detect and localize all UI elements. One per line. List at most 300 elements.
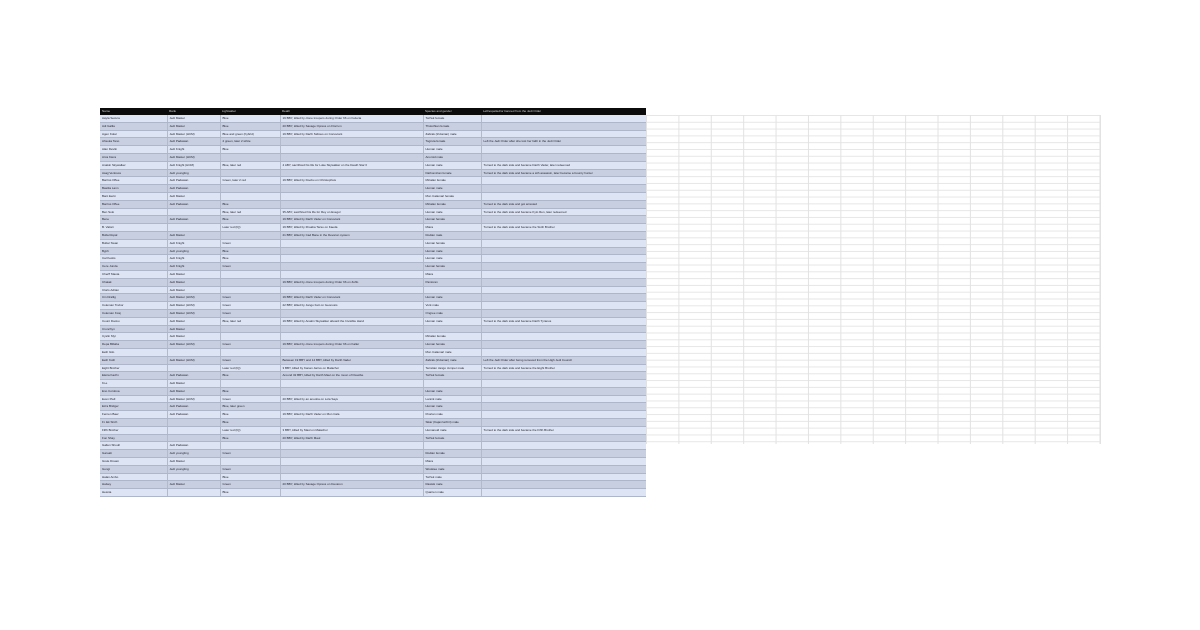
cell-lightsaber[interactable]: Blue, later green — [220, 403, 280, 411]
cell-name[interactable]: Adi Gallia — [100, 122, 167, 130]
cell-species-gender[interactable]: Ithorian male — [423, 411, 481, 419]
cell-lightsaber[interactable] — [220, 153, 280, 161]
cell-rank[interactable]: Jedi Master — [167, 270, 220, 278]
cell-death[interactable]: 19 BBY, killed by clone troopers during Order 66 on Zoffo — [280, 278, 423, 286]
cell-death[interactable] — [280, 403, 423, 411]
cell-name[interactable]: Chatak — [100, 278, 167, 286]
cell-death[interactable] — [280, 387, 423, 395]
cell-rank[interactable]: Jedi Master — [167, 481, 220, 489]
cell-name[interactable]: Aayla Secura — [100, 115, 167, 122]
cell-name[interactable]: Ki-e — [100, 380, 167, 388]
cell-rank[interactable]: Jedi Master — [167, 333, 220, 341]
cell-rank[interactable]: Jedi Padawan — [167, 403, 220, 411]
cell-death[interactable]: Around 32 BBY, killed by Darth Maul on the moon of Dxaxibe — [280, 372, 423, 380]
cell-species-gender[interactable]: Quarren male — [423, 489, 481, 497]
cell-species-gender[interactable]: Human male — [423, 403, 481, 411]
cell-species-gender[interactable]: Anomid male — [423, 153, 481, 161]
column-header-name[interactable]: Name — [102, 109, 111, 113]
cell-name[interactable]: Crunchyn — [100, 325, 167, 333]
cell-death[interactable] — [280, 185, 423, 193]
cell-lightsaber[interactable]: Blue and green (hybrid) — [220, 130, 280, 138]
cell-rank[interactable]: Jedi Master — [167, 286, 220, 294]
cell-lightsaber[interactable] — [220, 348, 280, 356]
cell-lightsaber[interactable]: Blue — [220, 489, 280, 497]
cell-left-order[interactable] — [481, 278, 646, 286]
cell-left-order[interactable] — [481, 380, 646, 388]
cell-name[interactable]: Cloris Adrian — [100, 286, 167, 294]
cell-lightsaber[interactable]: Green — [220, 263, 280, 271]
cell-species-gender[interactable]: Terrelian Jango Jumper male — [423, 364, 481, 372]
cell-name[interactable]: Bene — [100, 216, 167, 224]
cell-left-order[interactable] — [481, 387, 646, 395]
cell-death[interactable] — [280, 333, 423, 341]
cell-rank[interactable]: Jedi Knight — [167, 239, 220, 247]
cell-name[interactable]: Gallen Shoull — [100, 442, 167, 450]
cell-species-gender[interactable]: Human male — [423, 317, 481, 325]
cell-name[interactable]: Fon Shay — [100, 434, 167, 442]
cell-rank[interactable]: Jedi Padawan — [167, 185, 220, 193]
cell-left-order[interactable] — [481, 411, 646, 419]
cell-left-order[interactable] — [481, 489, 646, 497]
cell-name[interactable]: Garoab — [100, 450, 167, 458]
cell-species-gender[interactable]: Human female — [423, 341, 481, 349]
cell-species-gender[interactable]: Human male — [423, 247, 481, 255]
cell-left-order[interactable] — [481, 153, 646, 161]
cell-name[interactable]: Asajj Ventress — [100, 169, 167, 177]
cell-species-gender[interactable]: Mirialan female — [423, 200, 481, 208]
cell-species-gender[interactable]: Sikar (Kajan'sa'Kiri) male — [423, 419, 481, 427]
cell-lightsaber[interactable]: Later red (IQ) — [220, 426, 280, 434]
cell-name[interactable]: Ezra Bridger — [100, 403, 167, 411]
cell-rank[interactable]: Jedi Padawan — [167, 138, 220, 146]
cell-name[interactable]: Eight Brother — [100, 364, 167, 372]
cell-name[interactable]: Byph — [100, 247, 167, 255]
cell-name[interactable]: Eeth Gilo — [100, 348, 167, 356]
cell-left-order[interactable] — [481, 309, 646, 317]
cell-left-order[interactable] — [481, 450, 646, 458]
cell-death[interactable]: 3 BBY, killed by Maul on Malachor — [280, 426, 423, 434]
column-header-rank[interactable]: Rank — [169, 109, 177, 113]
cell-rank[interactable] — [167, 426, 220, 434]
cell-lightsaber[interactable]: Blue — [220, 434, 280, 442]
cell-lightsaber[interactable]: Green — [220, 450, 280, 458]
cell-lightsaber[interactable]: Blue, later red — [220, 317, 280, 325]
cell-rank[interactable]: Jedi youngling — [167, 450, 220, 458]
cell-name[interactable]: Eleira Kadi'n — [100, 372, 167, 380]
cell-lightsaber[interactable]: Green — [220, 294, 280, 302]
cell-lightsaber[interactable] — [220, 278, 280, 286]
cell-species-gender[interactable] — [423, 286, 481, 294]
cell-species-gender[interactable]: Lannik male — [423, 395, 481, 403]
cell-death[interactable]: 19 BBY, killed by Anakin Skywalker aboard the Invisible Hand — [280, 317, 423, 325]
cell-rank[interactable]: Jedi Knight — [167, 146, 220, 154]
cell-name[interactable]: Arca Kiera — [100, 153, 167, 161]
cell-species-gender[interactable]: Twi'lek male — [423, 473, 481, 481]
cell-left-order[interactable] — [481, 263, 646, 271]
cell-left-order[interactable] — [481, 122, 646, 130]
cell-name[interactable]: Fenren Baer — [100, 411, 167, 419]
cell-rank[interactable]: Jedi youngling — [167, 169, 220, 177]
cell-death[interactable] — [280, 348, 423, 356]
cell-left-order[interactable] — [481, 458, 646, 466]
cell-lightsaber[interactable]: Blue — [220, 122, 280, 130]
cell-left-order[interactable] — [481, 177, 646, 185]
cell-name[interactable]: Grele Dream — [100, 458, 167, 466]
cell-death[interactable]: 22 BBY, killed by Jango Fett on Geonosis — [280, 302, 423, 310]
cell-species-gender[interactable]: Zabrak (Iridonian) male — [423, 130, 481, 138]
cell-death[interactable] — [280, 192, 423, 200]
cell-left-order[interactable] — [481, 481, 646, 489]
cell-rank[interactable]: Jedi Padawan — [167, 200, 220, 208]
cell-lightsaber[interactable]: Green — [220, 465, 280, 473]
cell-name[interactable]: Ben Solo — [100, 208, 167, 216]
cell-lightsaber[interactable] — [220, 169, 280, 177]
cell-lightsaber[interactable]: Later red (IQ) — [220, 364, 280, 372]
cell-left-order[interactable] — [481, 231, 646, 239]
cell-lightsaber[interactable]: Green — [220, 481, 280, 489]
cell-death[interactable] — [280, 146, 423, 154]
cell-left-order[interactable]: Turned to the dark side and became a sith assassin, later became a bounty hunter — [481, 169, 646, 177]
cell-rank[interactable] — [167, 419, 220, 427]
cell-name[interactable]: Coleman Trebor — [100, 302, 167, 310]
column-header-lightsaber[interactable]: Lightsaber — [222, 109, 237, 113]
cell-death[interactable]: 20 BBY, killed by Savage Opress on Devaron — [280, 481, 423, 489]
cell-species-gender[interactable]: Human female — [423, 239, 481, 247]
empty-cell-grid[interactable] — [646, 115, 1101, 444]
cell-left-order[interactable] — [481, 239, 646, 247]
cell-left-order[interactable] — [481, 325, 646, 333]
cell-name[interactable]: Cal Kestis — [100, 255, 167, 263]
cell-lightsaber[interactable]: Green — [220, 356, 280, 364]
cell-species-gender[interactable]: Human male — [423, 208, 481, 216]
cell-death[interactable]: 4 ABY, sacrificed his life for Luke Skywalker on the Death Star II — [280, 161, 423, 169]
cell-species-gender[interactable]: Human female — [423, 216, 481, 224]
cell-name[interactable]: Bolla Ropal — [100, 231, 167, 239]
cell-rank[interactable]: Jedi Knight — [167, 255, 220, 263]
cell-rank[interactable]: Jedi Padawan — [167, 177, 220, 185]
cell-species-gender[interactable]: Togruta female — [423, 138, 481, 146]
cell-left-order[interactable] — [481, 192, 646, 200]
cell-death[interactable] — [280, 309, 423, 317]
cell-death[interactable]: 19 BBY, killed by Darth Vader on Mon Cala — [280, 411, 423, 419]
cell-species-gender[interactable]: Mirialan female — [423, 177, 481, 185]
cell-species-gender[interactable]: Twi'lek female — [423, 434, 481, 442]
cell-lightsaber[interactable]: Blue — [220, 216, 280, 224]
cell-left-order[interactable] — [481, 403, 646, 411]
cell-left-order[interactable] — [481, 442, 646, 450]
cell-death[interactable] — [280, 442, 423, 450]
cell-rank[interactable]: Jedi Padawan — [167, 442, 220, 450]
cell-species-gender[interactable]: Twi'lek female — [423, 115, 481, 122]
cell-left-order[interactable] — [481, 465, 646, 473]
cell-rank[interactable]: Jedi Master — [167, 380, 220, 388]
cell-name[interactable]: Barriss Offee — [100, 200, 167, 208]
cell-species-gender[interactable]: Humanoid male — [423, 426, 481, 434]
cell-left-order[interactable] — [481, 419, 646, 427]
cell-left-order[interactable]: Left the Jedi Order after being removed from the High Jedi Council — [481, 356, 646, 364]
cell-rank[interactable]: Jedi Master (HCM) — [167, 153, 220, 161]
cell-name[interactable]: Hesnia — [100, 489, 167, 497]
cell-lightsaber[interactable]: Blue — [220, 115, 280, 122]
cell-left-order[interactable] — [481, 333, 646, 341]
cell-rank[interactable] — [167, 489, 220, 497]
cell-name[interactable]: Eno Cordova — [100, 387, 167, 395]
cell-species-gender[interactable]: Miara — [423, 224, 481, 232]
cell-name[interactable]: Bultar Swan — [100, 239, 167, 247]
cell-name[interactable]: Ahsoka Tano — [100, 138, 167, 146]
cell-lightsaber[interactable]: Blue — [220, 372, 280, 380]
cell-name[interactable]: Bant Eerin — [100, 192, 167, 200]
cell-lightsaber[interactable]: Blue — [220, 255, 280, 263]
cell-rank[interactable] — [167, 224, 220, 232]
cell-left-order[interactable]: Turned to the dark side and became the Sixth Brother — [481, 224, 646, 232]
cell-left-order[interactable] — [481, 146, 646, 154]
cell-lightsaber[interactable]: Blue — [220, 146, 280, 154]
cell-left-order[interactable] — [481, 395, 646, 403]
cell-rank[interactable]: Jedi Master — [167, 325, 220, 333]
cell-death[interactable] — [280, 138, 423, 146]
cell-left-order[interactable] — [481, 294, 646, 302]
cell-left-order[interactable] — [481, 185, 646, 193]
cell-rank[interactable] — [167, 434, 220, 442]
cell-lightsaber[interactable]: Blue — [220, 419, 280, 427]
cell-left-order[interactable]: Turned to the dark side and became the Eight Brother — [481, 364, 646, 372]
cell-left-order[interactable]: Turned to the dark side and became Darth Vader, later redeemed — [481, 161, 646, 169]
cell-death[interactable] — [280, 465, 423, 473]
cell-death[interactable]: 20 BBY, killed by Savage Opress on Florrum — [280, 122, 423, 130]
cell-lightsaber[interactable]: Green — [220, 309, 280, 317]
cell-name[interactable]: Bastila Lann — [100, 185, 167, 193]
cell-death[interactable] — [280, 153, 423, 161]
cell-left-order[interactable] — [481, 270, 646, 278]
cell-left-order[interactable] — [481, 434, 646, 442]
cell-left-order[interactable] — [481, 473, 646, 481]
cell-lightsaber[interactable]: Green — [220, 239, 280, 247]
cell-left-order[interactable] — [481, 302, 646, 310]
cell-lightsaber[interactable]: Blue — [220, 247, 280, 255]
cell-death[interactable]: 19 BBY, killed by clone troopers during Order 66 on Kaller — [280, 341, 423, 349]
cell-rank[interactable]: Jedi Master — [167, 317, 220, 325]
cell-death[interactable] — [280, 255, 423, 263]
cell-name[interactable]: Even Piell — [100, 395, 167, 403]
cell-rank[interactable]: Jedi Padawan — [167, 411, 220, 419]
cell-species-gender[interactable]: Zabrak (Iridonian) male — [423, 356, 481, 364]
cell-lightsaber[interactable]: Green — [220, 395, 280, 403]
cell-left-order[interactable] — [481, 255, 646, 263]
cell-species-gender[interactable]: Rawwk male — [423, 481, 481, 489]
cell-left-order[interactable]: Turned to the dark side and became Kylo Ren, later redeemed — [481, 208, 646, 216]
column-header-left-order[interactable]: Left/expelled/or banned from the Jedi Order — [483, 109, 542, 113]
cell-death[interactable]: 20 BBY, killed by Darth Maul — [280, 434, 423, 442]
cell-species-gender[interactable]: Tholothian female — [423, 122, 481, 130]
cell-species-gender[interactable] — [423, 325, 481, 333]
cell-name[interactable]: Anakin Skywalker — [100, 161, 167, 169]
cell-left-order[interactable]: Turned to the dark side and became the Fifth Brother — [481, 426, 646, 434]
cell-species-gender[interactable]: Vurk male — [423, 302, 481, 310]
cell-species-gender[interactable]: Mon Calamari male — [423, 348, 481, 356]
cell-lightsaber[interactable] — [220, 231, 280, 239]
cell-rank[interactable]: Jedi youngling — [167, 465, 220, 473]
cell-lightsaber[interactable]: Green — [220, 341, 280, 349]
cell-left-order[interactable]: Left the Jedi Order after she lost her faith in the Jedi Order — [481, 138, 646, 146]
cell-name[interactable]: Fifth Brother — [100, 426, 167, 434]
cell-lightsaber[interactable]: Blue — [220, 387, 280, 395]
column-header-death[interactable]: Death — [282, 109, 291, 113]
cell-species-gender[interactable]: Human male — [423, 161, 481, 169]
cell-death[interactable] — [280, 270, 423, 278]
cell-left-order[interactable] — [481, 115, 646, 122]
cell-species-gender[interactable] — [423, 380, 481, 388]
cell-name[interactable]: Eeth Koth — [100, 356, 167, 364]
cell-rank[interactable]: Jedi Knight — [167, 263, 220, 271]
cell-lightsaber[interactable]: Green, later 2 red — [220, 177, 280, 185]
cell-name[interactable]: Halsey — [100, 481, 167, 489]
cell-rank[interactable] — [167, 364, 220, 372]
cell-name[interactable]: Cherff Maota — [100, 270, 167, 278]
cell-rank[interactable]: Jedi Master — [167, 231, 220, 239]
cell-rank[interactable]: Jedi Master — [167, 192, 220, 200]
cell-rank[interactable]: Jedi Master (HCM) — [167, 356, 220, 364]
cell-left-order[interactable]: Turned to the dark side and got arrested — [481, 200, 646, 208]
cell-species-gender[interactable]: Wookiee male — [423, 465, 481, 473]
cell-species-gender[interactable] — [423, 442, 481, 450]
cell-left-order[interactable] — [481, 247, 646, 255]
cell-death[interactable]: 20 BBY, killed by an anooba on Lola Sayu — [280, 395, 423, 403]
cell-species-gender[interactable]: Human male — [423, 146, 481, 154]
cell-lightsaber[interactable] — [220, 333, 280, 341]
cell-name[interactable]: Coleman Kcaj — [100, 309, 167, 317]
cell-death[interactable]: Between 19 BBY and 14 BBY, killed by Darth Vader — [280, 356, 423, 364]
cell-species-gender[interactable]: Human female — [423, 263, 481, 271]
cell-death[interactable]: 19 BBY, killed by Ithoaba Tarso on Kaeda — [280, 224, 423, 232]
cell-rank[interactable]: Jedi youngling — [167, 247, 220, 255]
cell-species-gender[interactable]: Human male — [423, 294, 481, 302]
cell-species-gender[interactable]: Pantoran — [423, 278, 481, 286]
cell-death[interactable] — [280, 263, 423, 271]
cell-lightsaber[interactable]: 2 green, later 2 white — [220, 138, 280, 146]
cell-rank[interactable] — [167, 348, 220, 356]
cell-death[interactable]: 19 BBY, killed by Darth Vader on Coruscant — [280, 294, 423, 302]
cell-death[interactable] — [280, 325, 423, 333]
cell-death[interactable] — [280, 458, 423, 466]
cell-rank[interactable]: Jedi Master (HCM) — [167, 341, 220, 349]
cell-name[interactable]: Count Dooku — [100, 317, 167, 325]
cell-species-gender[interactable]: Miara — [423, 270, 481, 278]
cell-lightsaber[interactable] — [220, 192, 280, 200]
cell-species-gender[interactable]: Human male — [423, 387, 481, 395]
cell-name[interactable]: B. Valorn — [100, 224, 167, 232]
cell-rank[interactable]: Jedi Master — [167, 458, 220, 466]
cell-species-gender[interactable]: Dathomirian female — [423, 169, 481, 177]
cell-left-order[interactable] — [481, 348, 646, 356]
cell-left-order[interactable] — [481, 372, 646, 380]
cell-left-order[interactable]: Turned to the dark side and became Darth Tyranus — [481, 317, 646, 325]
cell-death[interactable] — [280, 450, 423, 458]
cell-species-gender[interactable]: Mirialan female — [423, 333, 481, 341]
cell-left-order[interactable] — [481, 341, 646, 349]
cell-species-gender[interactable]: Human male — [423, 185, 481, 193]
cell-rank[interactable]: Jedi Master (HCM) — [167, 309, 220, 317]
cell-death[interactable]: 19 BBY, killed by Darth Vader on Coruscant — [280, 216, 423, 224]
cell-rank[interactable]: Jedi Master (HCM) — [167, 302, 220, 310]
cell-species-gender[interactable]: Rodian male — [423, 231, 481, 239]
cell-name[interactable]: Fi. Ek Sirch — [100, 419, 167, 427]
cell-lightsaber[interactable]: Blue — [220, 200, 280, 208]
cell-death[interactable] — [280, 239, 423, 247]
cell-death[interactable] — [280, 419, 423, 427]
cell-death[interactable]: 19 BBY, killed by Darth Sidious on Coruscant — [280, 130, 423, 138]
cell-death[interactable] — [280, 489, 423, 497]
cell-species-gender[interactable]: Human male — [423, 255, 481, 263]
cell-name[interactable]: Gungi — [100, 465, 167, 473]
cell-name[interactable]: Cin Drallig — [100, 294, 167, 302]
cell-death[interactable] — [280, 473, 423, 481]
cell-rank[interactable] — [167, 473, 220, 481]
cell-rank[interactable]: Jedi Knight (HCM) — [167, 161, 220, 169]
cell-name[interactable]: Cyslin Myr — [100, 333, 167, 341]
cell-rank[interactable]: Jedi Master (HCM) — [167, 294, 220, 302]
cell-left-order[interactable] — [481, 130, 646, 138]
cell-lightsaber[interactable] — [220, 286, 280, 294]
cell-lightsaber[interactable]: Blue — [220, 473, 280, 481]
cell-lightsaber[interactable] — [220, 185, 280, 193]
cell-lightsaber[interactable]: Blue, later red — [220, 161, 280, 169]
cell-name[interactable]: Agen Kolar — [100, 130, 167, 138]
cell-death[interactable]: 3 BBY, killed by Kanan Jarrus on Malachor — [280, 364, 423, 372]
cell-lightsaber[interactable]: Blue — [220, 411, 280, 419]
cell-lightsaber[interactable] — [220, 442, 280, 450]
cell-species-gender[interactable]: Mon Calamari female — [423, 192, 481, 200]
cell-name[interactable]: Halan Ambo — [100, 473, 167, 481]
cell-lightsaber[interactable]: Blue, later red — [220, 208, 280, 216]
cell-rank[interactable]: Jedi Master — [167, 387, 220, 395]
cell-rank[interactable]: Jedi Padawan — [167, 372, 220, 380]
cell-lightsaber[interactable]: Later red (IQ) — [220, 224, 280, 232]
cell-lightsaber[interactable] — [220, 458, 280, 466]
cell-rank[interactable]: Jedi Master (HCM) — [167, 130, 220, 138]
cell-species-gender[interactable]: Ongree male — [423, 309, 481, 317]
cell-death[interactable] — [280, 200, 423, 208]
cell-lightsaber[interactable] — [220, 325, 280, 333]
cell-death[interactable]: 35 ABY, sacrificed his life for Rey on Exegol — [280, 208, 423, 216]
cell-rank[interactable]: Jedi Master — [167, 278, 220, 286]
cell-death[interactable] — [280, 169, 423, 177]
cell-species-gender[interactable]: Miara — [423, 458, 481, 466]
cell-rank[interactable] — [167, 208, 220, 216]
cell-name[interactable]: Depa Billaba — [100, 341, 167, 349]
cell-rank[interactable]: Jedi Master (HCM) — [167, 395, 220, 403]
cell-lightsaber[interactable]: Green — [220, 302, 280, 310]
cell-death[interactable]: 19 BBY, killed by Doobu on Christophsis — [280, 177, 423, 185]
cell-name[interactable]: Alan Devlin — [100, 146, 167, 154]
cell-death[interactable] — [280, 286, 423, 294]
cell-lightsaber[interactable] — [220, 270, 280, 278]
column-header-species-gender[interactable]: Species and gender — [425, 109, 452, 113]
cell-lightsaber[interactable] — [220, 380, 280, 388]
cell-species-gender[interactable]: Rodian female — [423, 450, 481, 458]
cell-rank[interactable]: Jedi Master — [167, 122, 220, 130]
cell-name[interactable]: Barriss Offee — [100, 177, 167, 185]
cell-death[interactable] — [280, 247, 423, 255]
cell-name[interactable]: Cere Junda — [100, 263, 167, 271]
cell-left-order[interactable] — [481, 216, 646, 224]
cell-death[interactable]: 19 BBY, killed by clone troopers during Order 66 on Felucia — [280, 115, 423, 122]
cell-left-order[interactable] — [481, 286, 646, 294]
cell-death[interactable] — [280, 380, 423, 388]
cell-rank[interactable]: Jedi Master — [167, 115, 220, 122]
cell-death[interactable]: 21 BBY, killed by Cad Bane in the Devaron system — [280, 231, 423, 239]
cell-rank[interactable]: Jedi Padawan — [167, 216, 220, 224]
